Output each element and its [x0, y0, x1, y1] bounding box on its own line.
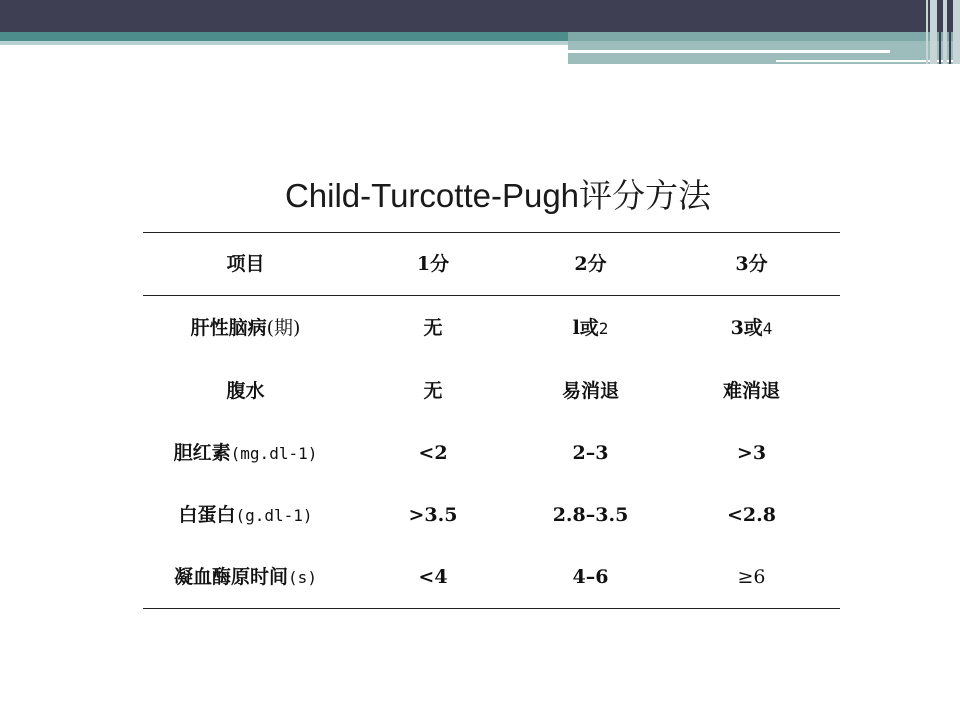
column-header-3pt: 3分: [735, 252, 768, 275]
score-2-extra: 2: [598, 318, 609, 338]
decor-bar: [939, 0, 941, 64]
header-accent-underline: [0, 41, 568, 45]
score-2-cell: [518, 316, 663, 339]
table-row: [143, 296, 840, 360]
column-header-1pt: 1分: [416, 252, 450, 275]
column-header-item: 项目: [226, 252, 265, 275]
score-3-cell: <2.8: [727, 503, 776, 526]
ctp-score-table: [143, 232, 840, 609]
row-label-text: 胆红素: [173, 441, 231, 464]
row-label: [143, 316, 348, 339]
score-3-cell: 难消退: [722, 379, 780, 402]
score-1-cell: 无: [423, 316, 443, 339]
row-label-unit: (mg.dl-1): [230, 443, 318, 463]
score-1-cell: <2: [418, 441, 448, 464]
column-header-2pt: 2分: [574, 252, 607, 275]
header-vertical-bars: [922, 0, 960, 64]
row-label: [143, 503, 348, 526]
decor-bar: [943, 0, 947, 64]
header-band: [0, 0, 960, 32]
score-3-cell: >3: [736, 441, 767, 464]
score-2-cell: 2–3: [572, 441, 609, 464]
slide-title: Child-Turcotte-Pugh评分方法: [284, 177, 712, 214]
row-label-unit: (期): [266, 316, 301, 339]
score-1-cell: >3.5: [408, 503, 458, 526]
row-label-text: 肝性脑病: [190, 316, 267, 339]
score-1-cell: <4: [418, 565, 448, 588]
decor-bar: [926, 0, 928, 64]
row-label-text: 凝血酶原时间: [174, 565, 289, 588]
row-label-text: 白蛋白: [178, 503, 236, 526]
decor-bar: [953, 0, 960, 64]
score-2-main: l或: [572, 316, 599, 339]
table-row: [143, 546, 840, 608]
score-2-cell: 2.8–3.5: [552, 503, 629, 526]
row-label: [143, 379, 348, 402]
row-label: [143, 441, 348, 464]
row-label-unit: (g.dl-1): [235, 505, 313, 525]
row-label-text: 腹水: [226, 379, 265, 402]
score-3-extra: 4: [762, 318, 773, 338]
score-3-main: 3或: [730, 316, 763, 339]
score-2-cell: 4–6: [572, 565, 609, 588]
table-header-row: [143, 233, 840, 296]
row-label-unit: (s): [288, 567, 317, 587]
decor-bar: [949, 0, 951, 64]
score-3-cell: [663, 316, 840, 339]
decor-bar: [930, 0, 937, 64]
table-row: [143, 484, 840, 546]
table-row: [143, 360, 840, 422]
header-divider-line: [568, 50, 890, 53]
table-row: [143, 422, 840, 484]
score-1-cell: 无: [423, 379, 443, 402]
score-2-cell: 易消退: [561, 379, 619, 402]
row-label: [143, 565, 348, 588]
header-accent-strip: [0, 32, 568, 41]
score-3-cell: ≥6: [737, 565, 766, 588]
header-accent-strip-right: [568, 32, 960, 41]
